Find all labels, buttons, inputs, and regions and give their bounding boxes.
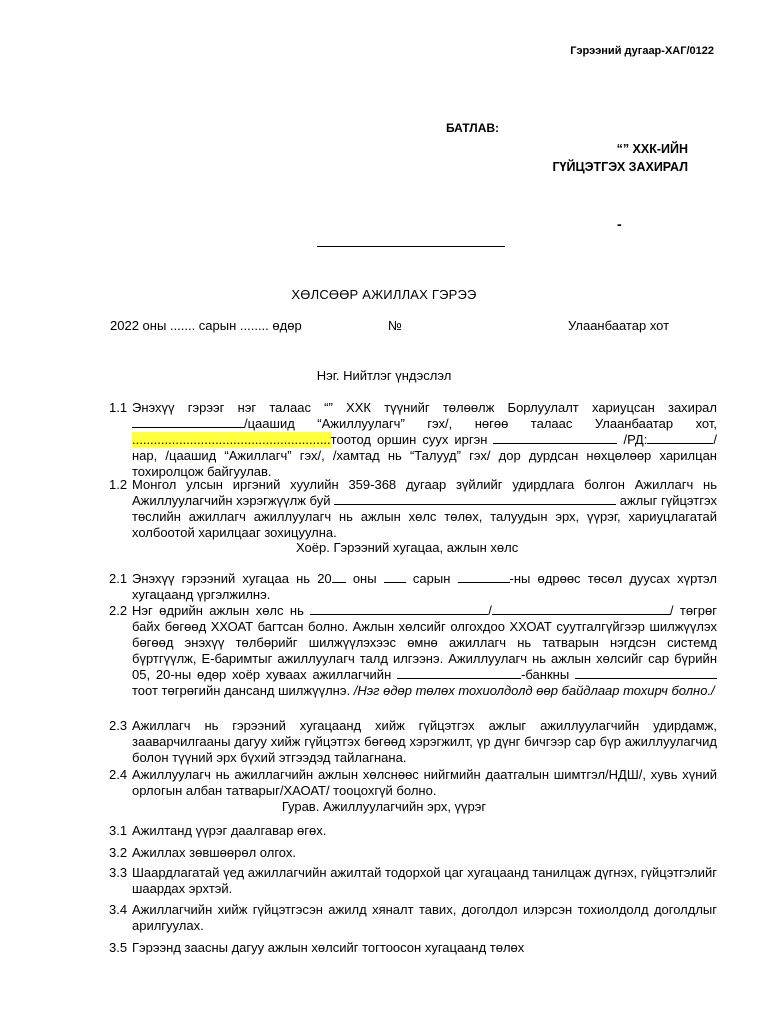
clause-number: 1.2 — [109, 477, 128, 492]
blank-line — [132, 416, 244, 428]
approve-label: БАТЛАВ: — [446, 121, 500, 135]
contract-date: 2022 оны ....... сарын ........ өдөр — [110, 318, 302, 333]
clause-2-2 — [109, 603, 717, 699]
clause-text: Шаардлагатай үед ажиллагчийн ажилтай тодорхой цаг хугацаанд танилцаж дүгнэх, гүйцэтгэлийг шаардах эрхтэй. — [132, 865, 717, 896]
clause-2-1 — [109, 571, 717, 603]
clause-text: Энэхүү гэрээг нэг талаас “” ХХК түүнийг төлөөлж Борлуулалт хариуцсан захирал — [132, 400, 717, 415]
blank-line — [334, 493, 616, 505]
highlighted-blank: ....................................................... — [132, 432, 331, 447]
clause-number: 2.2 — [109, 603, 128, 618]
contract-number: Гэрээний дугаар-ХАГ/0122 — [570, 45, 714, 57]
clause-text: /РД: — [623, 432, 648, 447]
section-heading-1: Нэг. Нийтлэг үндэслэл — [316, 368, 452, 383]
clause-text: Ажиллах зөвшөөрөл олгох. — [132, 845, 296, 860]
blank-line — [458, 571, 510, 583]
clause-text: оны — [352, 571, 377, 586]
clause-text: тоот төгрөгийн дансанд шилжүүлнэ. — [132, 683, 351, 698]
section-heading-2: Хоёр. Гэрээний хугацаа, ажлын хөлс — [296, 540, 519, 555]
clause-3-4 — [109, 902, 717, 934]
clause-text: Монгол улсын иргэний хуулийн 359-368 дугаар зүйлийг удирдлага болгон Ажиллагч нь Ажиллуулагчийн хэрэгжүүлж буй — [132, 477, 717, 508]
clause-text: / төгрөг байх бөгөөд ХХОАТ багтсан болно. Ажлын хөлсийг олгохдоо ХХОАТ суутгалгүйгээр шилжүүлэх бөгөөд энэхүү төлбөрийг шилжүүлэхээс өмнө ажиллагч нь татварын нэгдсэн системд бүртгүүлж, Е-баримтыг ажиллуулагч талд илгээнэ. Ажиллуулагч нь ажлын хөлсийг сар бүрийн 05, 20-ны өдөр хоёр хуваах ажиллагчийн — [132, 603, 717, 682]
clause-3-1 — [109, 823, 717, 839]
clause-number: 1.1 — [109, 400, 128, 415]
document-title: ХӨЛСӨӨР АЖИЛЛАХ ГЭРЭЭ — [291, 287, 477, 302]
blank-line — [492, 603, 670, 615]
director-line: ГҮЙЦЭТГЭХ ЗАХИРАЛ — [552, 160, 688, 174]
signature-line — [317, 246, 505, 247]
clause-number: 3.2 — [109, 845, 128, 860]
clause-text: Нэг өдрийн ажлын хөлс нь — [132, 603, 304, 618]
italic-note: /Нэг өдөр төлөх тохиолдолд өөр байдлаар тохирч болно./ — [353, 683, 715, 698]
company-line: “” ХХК-ИЙН — [616, 142, 688, 156]
clause-3-3 — [109, 865, 717, 897]
signature-dash: - — [617, 216, 622, 232]
clause-2-3 — [109, 718, 717, 766]
clause-text: Ажиллагч нь гэрээний хугацаанд хийж гүйцэтгэх ажлыг ажиллуулагчийн удирдамж, зааварчилгааны дагуу хийж гүйцэтгэх бөгөөд хэрэгжилт, үр дүнг бичгээр сар бүр ажиллуулагчид болон түүний эрх бүхий этгээдэд тайлагнана. — [132, 718, 717, 765]
contract-number-label: № — [388, 318, 402, 333]
section-heading-3: Гурав. Ажиллуулагчийн эрх, үүрэг — [281, 799, 487, 814]
clause-2-4 — [109, 767, 717, 799]
clause-text: -ны өдрөөс төсөл дуусах хүртэл хугацаанд үргэлжилнэ. — [132, 571, 717, 602]
clause-text: Гэрээнд заасны дагуу ажлын хөлсийг тогтоосон хугацаанд төлөх — [132, 940, 525, 955]
clause-text: -банкны — [521, 667, 570, 682]
blank-line — [384, 571, 406, 583]
clause-1-1 — [109, 400, 717, 480]
clause-text: Энэхүү гэрээний хугацаа нь 20 — [132, 571, 332, 586]
clause-number: 3.3 — [109, 865, 128, 880]
clause-number: 2.1 — [109, 571, 128, 586]
blank-line — [647, 432, 713, 444]
clause-number: 3.5 — [109, 940, 128, 955]
clause-number: 3.4 — [109, 902, 128, 917]
blank-line — [575, 667, 717, 679]
clause-text: ажлыг гүйцэтгэх төслийн ажиллагч ажиллуулагч нь ажлын хөлс төлөх, талуудын эрх, үүрэг, хариуцлагатай холбоотой харилцааг зохицуулна. — [132, 493, 717, 540]
clause-3-5 — [109, 940, 717, 956]
clause-text: / нар, /цаашид “Ажиллагч” гэх/, /хамтад нь “Талууд” гэх/ дор дурдсан нөхцөлөөр харилцан тохиролцож байгуулав. — [132, 432, 717, 479]
clause-text: Ажиллуулагч нь ажиллагчийн ажлын хөлснөөс нийгмийн даатгалын шимтгэл/НДШ/, хувь хүний орлогын албан татварыг/ХАОАТ/ тооцохгүй болно. — [132, 767, 717, 798]
clause-text: сарын — [412, 571, 451, 586]
clause-text: Ажилтанд үүрэг даалгавар өгөх. — [132, 823, 327, 838]
clause-text: / — [488, 603, 492, 618]
clause-number: 2.4 — [109, 767, 128, 782]
clause-text: тоотод оршин суух иргэн — [330, 432, 488, 447]
blank-line — [310, 603, 488, 615]
blank-line — [397, 667, 521, 679]
clause-text: /цаашид “Ажиллуулагч” гэх/, нөгөө талаас Улаанбаатар хот, — [244, 416, 717, 431]
clause-1-2 — [109, 477, 717, 541]
blank-line — [493, 432, 617, 444]
clause-text: Ажиллагчийн хийж гүйцэтгэсэн ажилд хяналт тавих, доголдол илэрсэн тохиолдолд доголдлыг арилгуулах. — [132, 902, 717, 933]
clause-number: 2.3 — [109, 718, 128, 733]
blank-line — [332, 571, 346, 583]
clause-number: 3.1 — [109, 823, 128, 838]
clause-3-2 — [109, 845, 717, 861]
contract-place: Улаанбаатар хот — [568, 318, 670, 333]
